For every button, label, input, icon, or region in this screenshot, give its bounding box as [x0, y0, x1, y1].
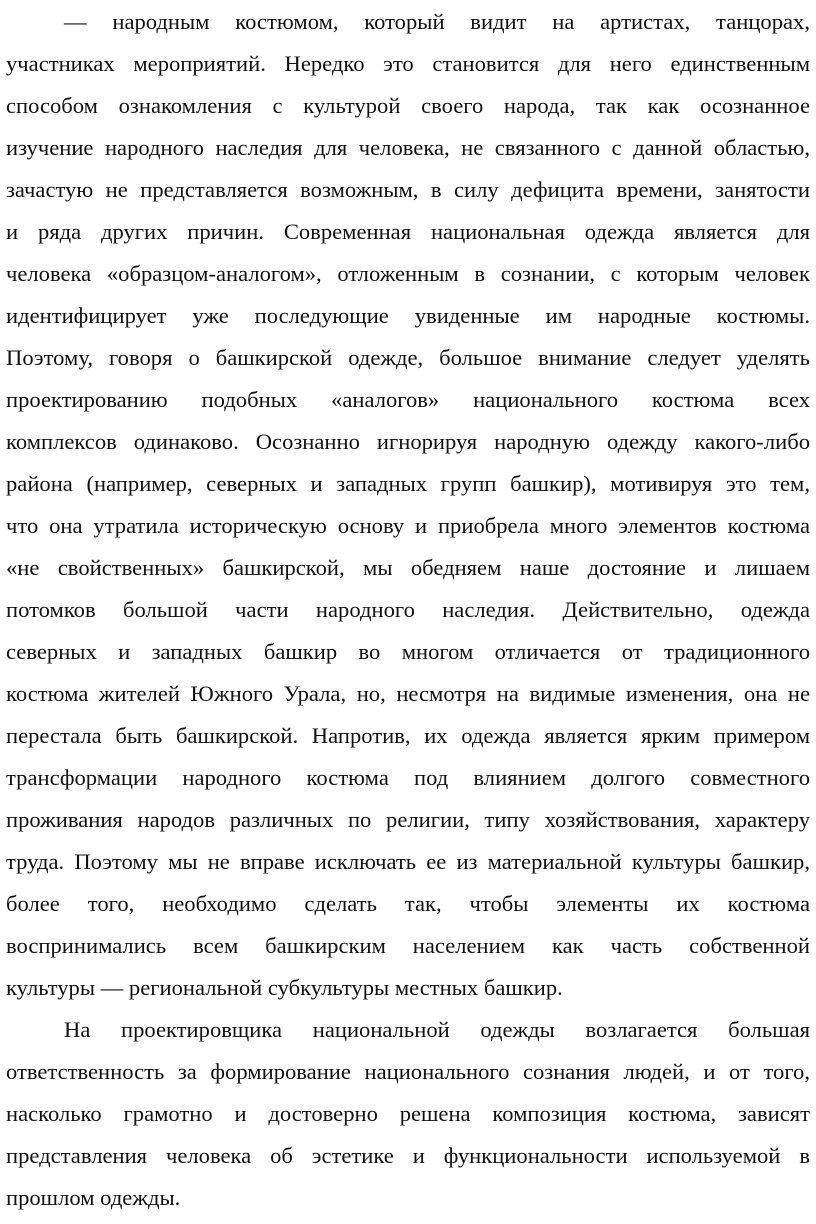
text-line: Поэтому, говоря о башкирской одежде, большое внимание следует уделять: [6, 345, 810, 370]
text-line: проектированию подобных «аналогов» национального костюма всех: [6, 387, 810, 412]
text-line: перестала быть башкирской. Напротив, их одежда является ярким примером: [6, 723, 810, 748]
text-line: «не свойственных» башкирской, мы обедняем наше достояние и лишаем: [6, 555, 810, 580]
text-line: ответственность за формирование национального сознания людей, и от того,: [6, 1059, 810, 1084]
text-line: способом ознакомления с культурой своего народа, так как осознанное: [6, 93, 810, 118]
text-line: что она утратила историческую основу и приобрела много элементов костюма: [6, 513, 810, 538]
text-line: северных и западных башкир во многом отличается от традиционного: [6, 639, 810, 664]
text-line: — народным костюмом, который видит на артистах, танцорах,: [64, 9, 810, 34]
text-line: изучение народного наследия для человека, не связанного с данной областью,: [6, 135, 810, 160]
text-line: участниках мероприятий. Нередко это становится для него единственным: [6, 51, 810, 76]
text-line: воспринимались всем башкирским населением как часть собственной: [6, 933, 810, 958]
text-line: представления человека об эстетике и функциональности используемой в: [6, 1143, 810, 1168]
text-line: трансформации народного костюма под влиянием долгого совместного: [6, 765, 810, 790]
text-line: прошлом одежды.: [6, 1185, 181, 1210]
text-line: костюма жителей Южного Урала, но, несмотря на видимые изменения, она не: [6, 681, 810, 706]
text-line: труда. Поэтому мы не вправе исключать ее из материальной культуры башкир,: [6, 849, 810, 874]
text-line: человека «образцом-аналогом», отложенным в сознании, с которым человек: [6, 261, 810, 286]
text-line: насколько грамотно и достоверно решена композиция костюма, зависят: [6, 1101, 810, 1126]
text-line: культуры — региональной субкультуры местных башкир.: [6, 975, 563, 1000]
text-line: более того, необходимо сделать так, чтобы элементы их костюма: [6, 891, 810, 916]
text-line: потомков большой части народного наследия. Действительно, одежда: [6, 597, 810, 622]
text-line: зачастую не представляется возможным, в силу дефицита времени, занятости: [6, 177, 810, 202]
text-line: комплексов одинаково. Осознанно игнорируя народную одежду какого-либо: [6, 429, 810, 454]
text-line: проживания народов различных по религии, типу хозяйствования, характеру: [6, 807, 810, 832]
text-line: района (например, северных и западных групп башкир), мотивируя это тем,: [6, 471, 810, 496]
text-line: идентифицирует уже последующие увиденные им народные костюмы.: [6, 303, 810, 328]
document-page: [6, 0, 810, 1224]
text-line: На проектировщика национальной одежды возлагается большая: [64, 1017, 810, 1042]
text-line: и ряда других причин. Современная национальная одежда является для: [6, 219, 810, 244]
